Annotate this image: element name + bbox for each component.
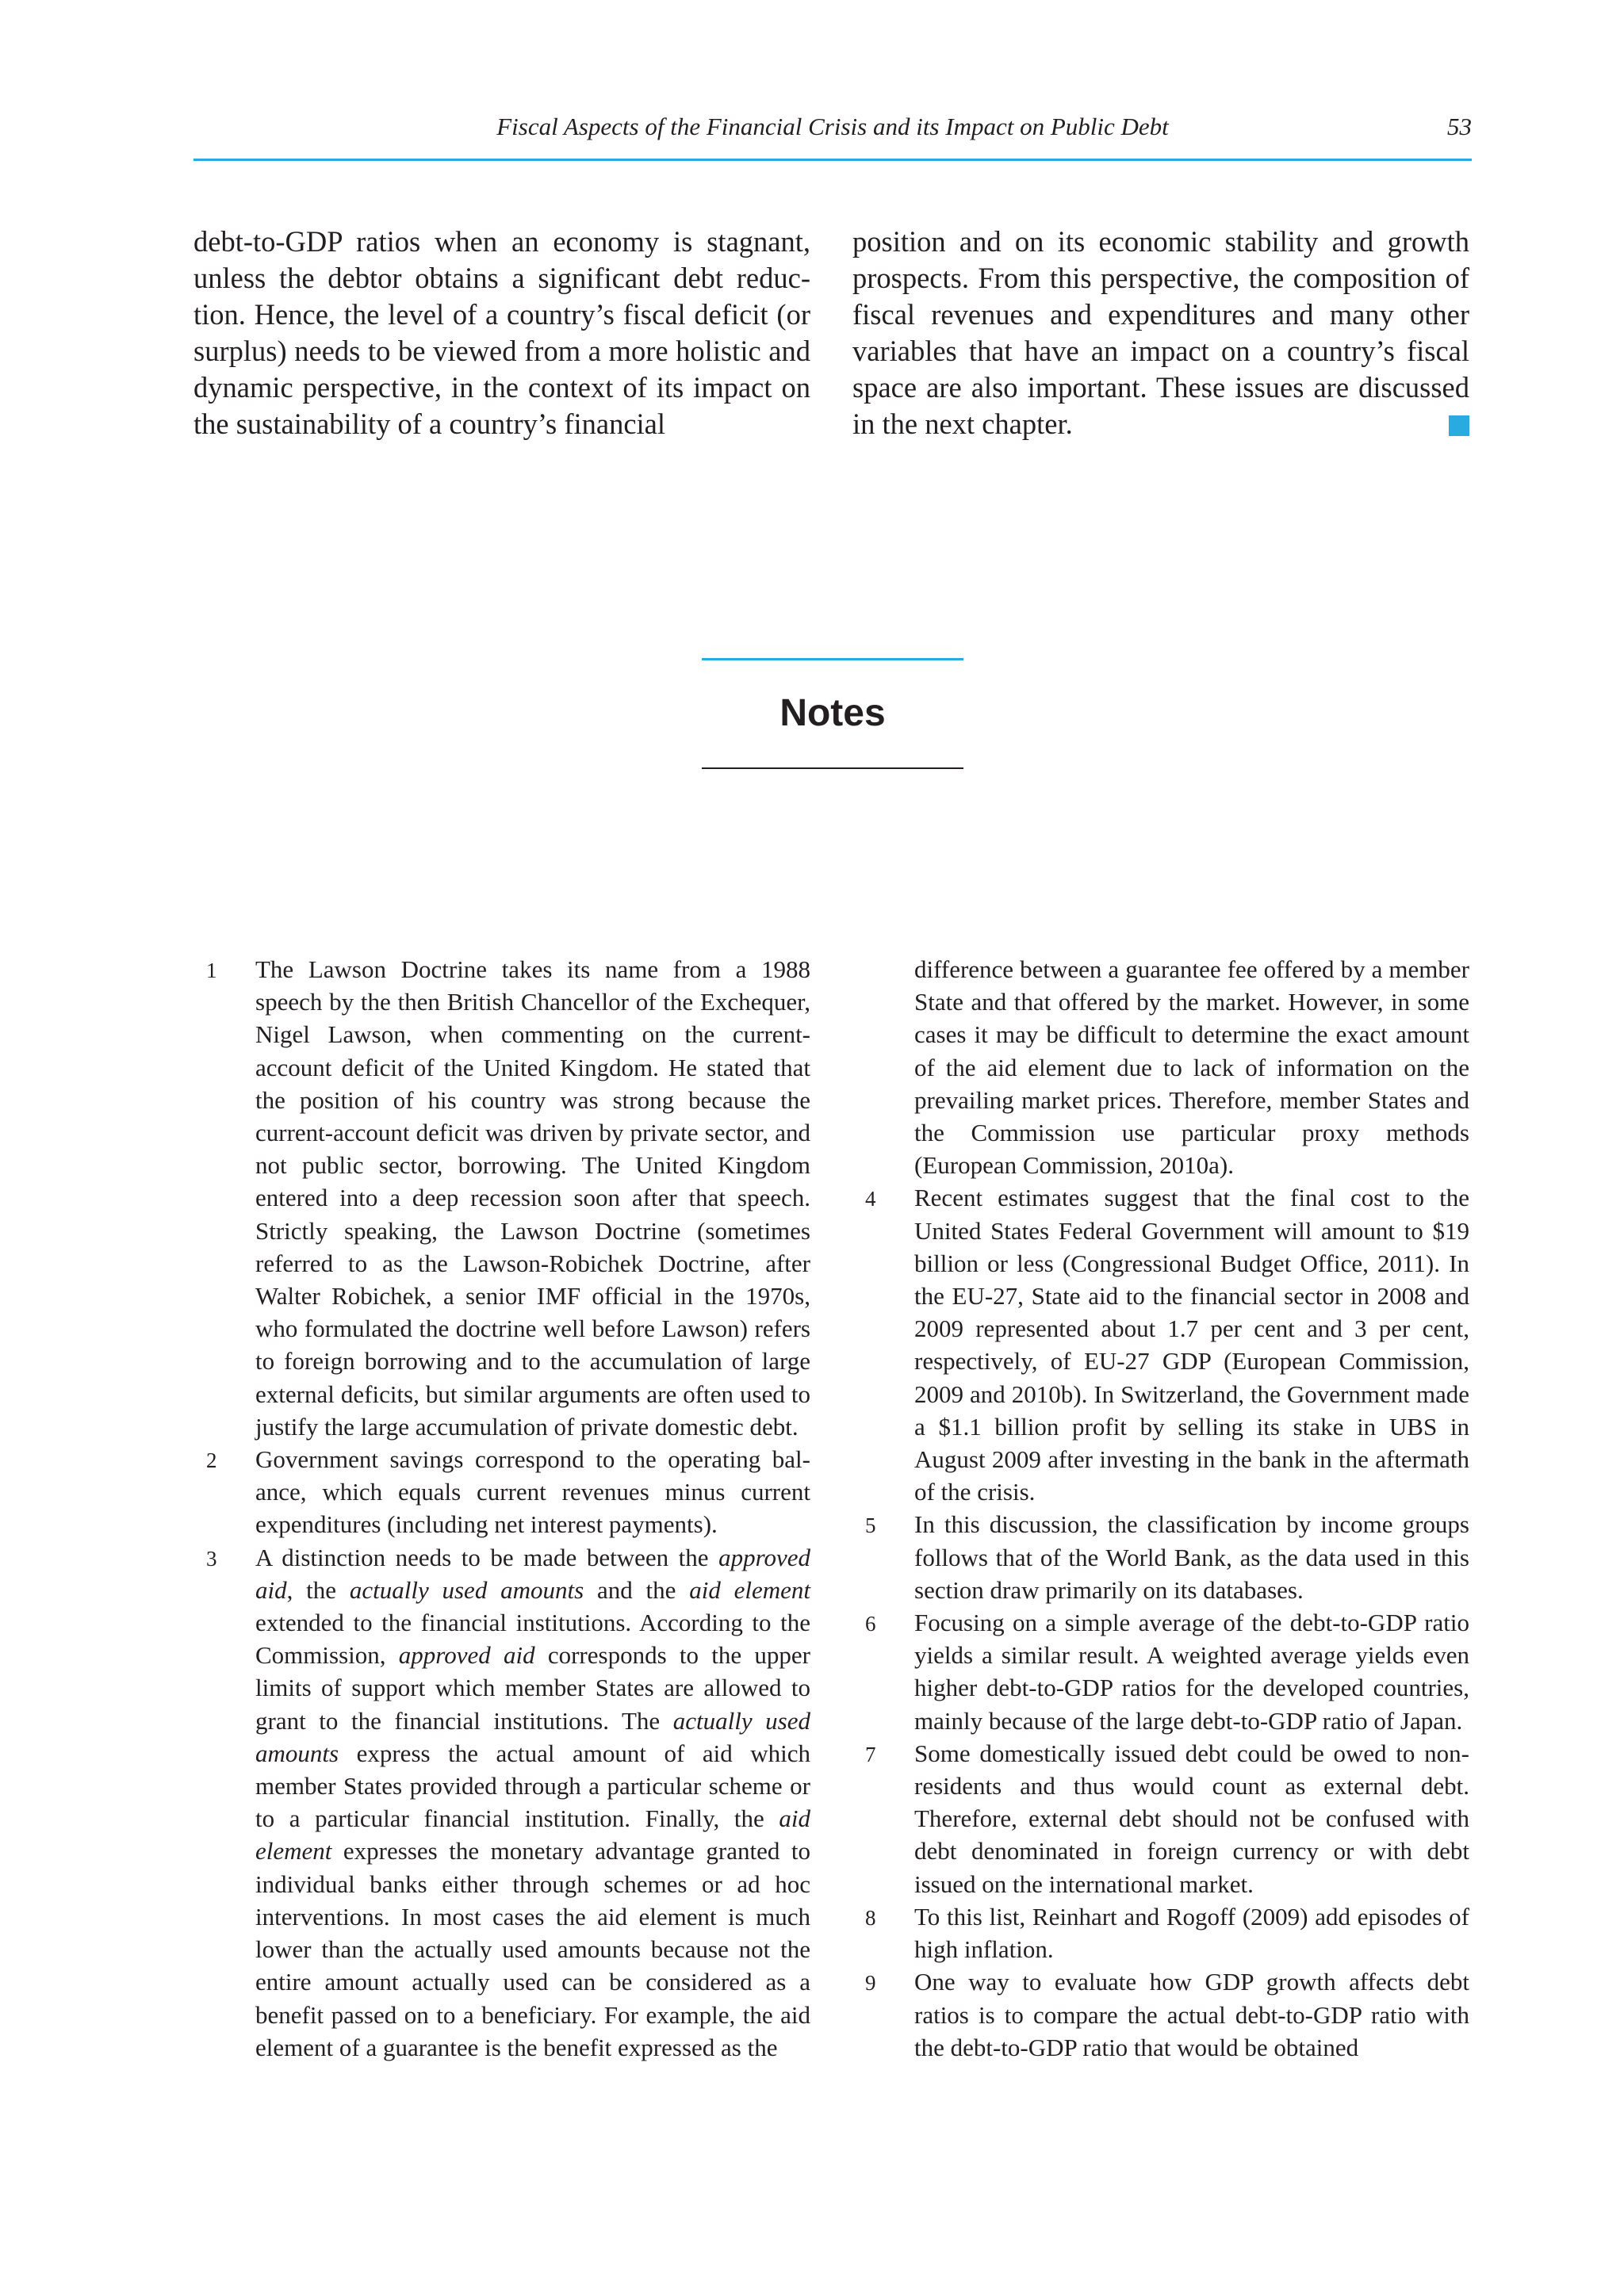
header-rule (193, 159, 1472, 161)
note-text: Focusing on a simple average of the debt-to-GDP ratio yields a similar result. A weighted average yields even higher debt-to-GDP ratios for the developed countries, mainly because of the large debt-to-GDP ratio of Japan. (914, 1609, 1469, 1735)
notes-heading: Notes (779, 692, 886, 734)
note-text-segment: expresses the monetary advantage granted to individual banks either through schemes or ad hoc interventions. In most cases the aid element is much lower than the actually used amounts because not the entire amount actually used can be considered as a benefit passed on to a beneficiary. For example, the aid element of a guarantee is the benefit expressed as the (255, 1837, 810, 2061)
notes-rule-bottom (702, 767, 963, 769)
note-text: Some domestically issued debt could be owed to non-residents and thus would count as external debt. Therefore, external debt should not be confused with debt denominated in foreign currency or with debt issued on the international market. (914, 1739, 1469, 1898)
note-italic-term: aid element (255, 1804, 810, 1866)
note-8 (852, 1900, 1469, 1965)
body-column-left (193, 224, 810, 442)
note-number: 4 (865, 1187, 876, 1211)
note-italic-term: approved aid (255, 1543, 810, 1604)
note-number: 2 (206, 1448, 217, 1473)
note-italic-term: actually used amounts (255, 1706, 811, 1767)
note-number: 5 (865, 1513, 876, 1538)
note-text-segment: and the (584, 1575, 690, 1604)
note-text-segment: A distinction needs to be made between the (255, 1543, 719, 1571)
notes-column-left (193, 953, 810, 2064)
note-7 (852, 1737, 1469, 1900)
notes-column-right (852, 953, 1469, 2064)
end-of-chapter-mark (1449, 415, 1469, 436)
note-4 (852, 1181, 1469, 1508)
running-title: Fiscal Aspects of the Financial Crisis and its Impact on Public Debt (496, 113, 1169, 140)
notes-rule-top (702, 658, 963, 660)
note-6 (852, 1606, 1469, 1737)
note-text: Government savings correspond to the operating balance, which equals current revenues minus current expenditures (including net interest payments). (255, 1445, 810, 1539)
note-italic-term: approved aid (398, 1641, 535, 1670)
note-2 (193, 1443, 810, 1541)
note-number: 3 (206, 1546, 217, 1571)
note-text (255, 1544, 810, 2061)
note-text: Recent estimates suggest that the final cost to the United States Federal Government will amount to $19 billion or less (Congressional Budget Office, 2011). In the EU-27, State aid to the financial sector in 2008 and 2009 represented about 1.7 per cent and 3 per cent, respectively, of EU-27 GDP (European Commission, 2009 and 2010b). In Switzerland, the Government made a $1.1 billion profit by selling its stake in UBS in August 2009 after investing in the bank in the aftermath of the crisis. (914, 1184, 1469, 1506)
note-text: The Lawson Doctrine takes its name from a 1988 speech by the then British Chancellor of the Exchequer, Nigel Lawson, when commenting on the current-account deficit of the United Kingdom. He stated that the position of his country was strong because the current-account deficit was driven by private sector, and not public sector, borrowing. The United Kingdom entered into a deep recession soon after that speech. Strictly speaking, the Lawson Doctrine (sometimes referred to as the Lawson-Robichek Doctrine, after Walter Robichek, a senior IMF official in the 1970s, who formulated the doctrine well before Lawson) refers to foreign borrowing and to the accumulation of large external deficits, but similar arguments are often used to justify the large accumulation of private domestic debt. (255, 955, 810, 1441)
note-1 (193, 953, 810, 1443)
note-9 (852, 1965, 1469, 2064)
note-number: 9 (865, 1971, 876, 1996)
note-3-continuation: difference between a guarantee fee offered by a member State and that offered by the market. However, in some cases it may be difficult to determine the exact amount of the aid element due to lack of information on the prevailing market prices. Therefore, member States and the Commission use particular proxy methods (European Commission, 2010a). (914, 955, 1469, 1180)
note-5 (852, 1508, 1469, 1606)
running-header (193, 113, 1472, 149)
note-text: In this discussion, the classification by income groups follows that of the World Bank, as the data used in this section draw primarily on its databases. (914, 1510, 1469, 1604)
note-text-segment: , the (286, 1575, 350, 1604)
body-paragraph-left: debt-to-GDP ratios when an economy is stagnant, unless the debtor obtains a significant debt reduction. Hence, the level of a country’s fiscal deficit (or surplus) needs to be viewed from a more holistic and dynamic perspective, in the context of its impact on the sustainability of a country’s financial (193, 225, 810, 440)
page-number: 53 (1447, 113, 1472, 140)
note-number: 7 (865, 1742, 876, 1766)
note-number: 6 (865, 1612, 876, 1636)
note-text-segment: extended to the financial institutions. According to the Commission, (255, 1609, 810, 1670)
note-number: 1 (206, 959, 217, 982)
note-3 (193, 1541, 810, 2064)
note-text: One way to evaluate how GDP growth affects debt ratios is to compare the actual debt-to-GDP ratio with the debt-to-GDP ratio that would be obtained (914, 1968, 1469, 2061)
note-number: 8 (865, 1905, 876, 1930)
body-paragraph-right: position and on its economic stability and growth prospects. From this perspective, the composition of fiscal revenues and expenditures and many other variables that have an impact on a country’s fiscal space are also important. These issues are discussed in the next chapter. (852, 225, 1469, 440)
note-italic-term: aid element (689, 1575, 810, 1604)
note-text-segment: corresponds to the upper limits of support which member States are allowed to grant to the financial institutions. The (255, 1641, 810, 1735)
note-text-segment: express the actual amount of aid which member States provided through a particular scheme or to a particular financial institution. Finally, the (255, 1739, 810, 1833)
body-column-right (852, 224, 1469, 442)
note-italic-term: actually used amounts (349, 1575, 584, 1604)
note-text: To this list, Reinhart and Rogoff (2009) add episodes of high inflation. (914, 1902, 1469, 1964)
